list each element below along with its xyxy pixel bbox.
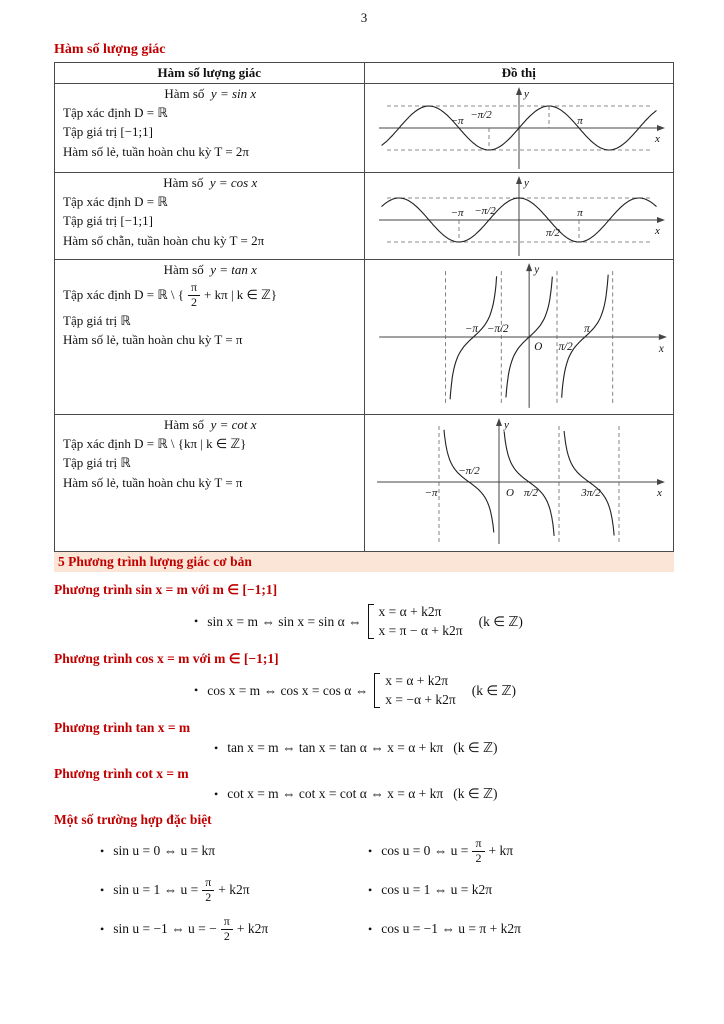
table-row-sin [55, 84, 674, 173]
k-domain-note: (k ∈ ℤ) [453, 786, 498, 801]
property-line-range: Tập giá trị ℝ [63, 312, 131, 328]
function-title-math: y = cos x [209, 175, 258, 190]
bullet-marker: • [194, 683, 199, 697]
y-axis-label: y [503, 419, 509, 431]
cases-block [374, 673, 455, 708]
special-case-sin-neg1 [100, 912, 368, 946]
special-case-cos-1 [368, 873, 674, 907]
fraction-numerator: π [202, 876, 214, 891]
function-properties-tan [55, 260, 365, 415]
axes [379, 176, 665, 256]
special-cases-heading: Một số trường hợp đặc biệt [54, 812, 212, 827]
function-title [63, 417, 358, 433]
function-properties-cos [55, 173, 365, 260]
bullet-marker: • [194, 614, 199, 628]
cotangent-graph [367, 416, 671, 550]
function-title-text: Hàm số [164, 86, 205, 101]
property-line-range: Tập giá trị ℝ [63, 455, 131, 471]
equation-body: tan x = m ⇔ tan x = tan α ⇔ x = α + kπ [227, 740, 444, 755]
cases-stack [374, 604, 463, 639]
sine-graph [367, 85, 671, 171]
table-row-cos [55, 173, 674, 260]
property-line-parity: Hàm số lẻ, tuần hoàn chu kỳ T = π [63, 474, 243, 490]
property-line-parity: Hàm số chẵn, tuần hoàn chu kỳ T = 2π [63, 232, 265, 248]
function-curve [564, 431, 614, 536]
page-number: 3 [360, 10, 368, 25]
fraction-denominator: 2 [205, 889, 212, 904]
special-case-sin-1 [100, 873, 368, 907]
table-row-cot [55, 415, 674, 552]
property-line-range: Tập giá trị [−1;1] [63, 213, 153, 229]
equation-heading-cot: Phương trình cot x = m [54, 766, 189, 781]
equation-heading-tan: Phương trình tan x = m [54, 720, 191, 735]
tick-label-neg-pi-over-2: −π/2 [486, 322, 509, 335]
tick-label-pi-over-2: π/2 [545, 227, 560, 239]
x-axis-label: x [658, 343, 664, 356]
tick-label-neg-pi: −π [424, 487, 438, 499]
equation-line-cos [194, 671, 674, 710]
x-axis-label: x [656, 487, 662, 499]
bullet-marker: • [214, 740, 219, 755]
table-header-row [55, 63, 674, 84]
function-title-math: y = cot x [210, 417, 257, 432]
function-title [63, 175, 358, 191]
case-equation-1: x = α + k2π [378, 604, 442, 619]
special-case-sin-0 [100, 834, 368, 868]
domain-text-pre: Tập xác định D = ℝ \ { [63, 287, 184, 303]
equation-body: cot x = m ⇔ cot x = cot α ⇔ x = α + kπ [227, 786, 444, 801]
equation-lhs: sin x = m ⇔ sin x = sin α ⇔ [207, 613, 362, 629]
bullet-marker: • [100, 882, 105, 897]
fraction-denominator: 2 [191, 294, 198, 309]
tick-label-neg-pi: −π [464, 322, 478, 335]
fraction-numerator: π [472, 837, 484, 852]
special-case-text: sin u = −1 ⇔ u = − [113, 921, 217, 936]
case-equation-1: x = α + k2π [385, 673, 449, 688]
tick-label-pi-over-2: π/2 [523, 487, 538, 499]
fraction-denominator: 2 [475, 850, 482, 865]
axes [379, 87, 665, 169]
table-header-function: Hàm số lượng giác [55, 63, 365, 84]
special-case-text: sin u = 0 ⇔ u = kπ [113, 843, 216, 858]
fraction-pi-over-2 [472, 837, 484, 866]
table-header-graph: Đồ thị [364, 63, 674, 84]
tick-label-neg-pi-over-2: −π/2 [474, 205, 496, 217]
k-domain-note: (k ∈ ℤ) [471, 682, 517, 698]
function-title-text: Hàm số [163, 175, 204, 190]
graph-cell-cos [364, 173, 674, 260]
y-axis-label: y [523, 88, 529, 100]
special-case-text: cos u = 0 ⇔ u = [381, 843, 469, 858]
property-line-domain: Tập xác định D = ℝ [63, 194, 168, 209]
cases-block [368, 604, 463, 639]
tick-label-pi-over-2: π/2 [558, 341, 573, 354]
fraction-numerator: π [188, 281, 200, 296]
bullet-marker: • [368, 882, 373, 897]
k-domain-note: (k ∈ ℤ) [478, 613, 523, 629]
tick-label-neg-pi-over-2: −π/2 [470, 109, 492, 121]
property-line-domain: Tập xác định D = ℝ [63, 105, 168, 120]
case-equation-2: x = −α + k2π [385, 692, 456, 707]
tick-label-pi: π [576, 207, 583, 219]
function-curve [504, 431, 554, 536]
equation-lhs: cos x = m ⇔ cos x = cos α ⇔ [207, 682, 369, 698]
tick-label-pi: π [576, 115, 583, 127]
section-title-trig-functions: Hàm số lượng giác [54, 42, 166, 57]
special-cases-grid [100, 834, 674, 946]
property-line-parity: Hàm số lẻ, tuần hoàn chu kỳ T = π [63, 331, 243, 347]
bullet-marker: • [368, 921, 373, 936]
fraction-pi-over-2 [221, 915, 233, 944]
table-row-tan [55, 260, 674, 415]
bullet-marker: • [214, 786, 219, 801]
property-line-domain [63, 281, 358, 310]
y-axis-label: y [523, 177, 529, 189]
function-title [63, 86, 358, 102]
tangent-graph [367, 261, 671, 413]
cases-stack [380, 673, 455, 708]
fraction-pi-over-2 [188, 281, 200, 310]
origin-label: O [505, 487, 514, 499]
fraction-numerator: π [221, 915, 233, 930]
special-case-text-post: + k2π [236, 921, 269, 936]
special-case-text: sin u = 1 ⇔ u = [113, 882, 199, 897]
y-axis-label: y [533, 264, 539, 277]
k-domain-note: (k ∈ ℤ) [453, 740, 498, 755]
equation-line-sin [194, 602, 674, 641]
function-curve [444, 430, 494, 533]
graph-cell-cot [364, 415, 674, 552]
function-title-text: Hàm số [163, 262, 204, 277]
special-case-cos-0 [368, 834, 674, 868]
function-title-math: y = tan x [210, 262, 257, 277]
cosine-graph [367, 174, 671, 258]
special-case-text-post: + kπ [488, 843, 514, 858]
tick-label-3pi-over-2: 3π/2 [580, 487, 601, 499]
function-title-text: Hàm số [163, 417, 205, 432]
equation-heading-sin: Phương trình sin x = m với m ∈ [−1;1] [54, 582, 278, 597]
special-case-text: cos u = −1 ⇔ u = π + k2π [381, 921, 521, 936]
domain-text-post: + kπ | k ∈ ℤ} [204, 287, 278, 303]
function-properties-cot [55, 415, 365, 552]
tick-label-neg-pi: −π [450, 207, 464, 219]
special-case-text: cos u = 1 ⇔ u = k2π [381, 882, 493, 897]
property-line-range: Tập giá trị [−1;1] [63, 124, 153, 140]
x-axis-label: x [654, 133, 660, 145]
property-line-parity: Hàm số lẻ, tuần hoàn chu kỳ T = 2π [63, 143, 249, 159]
function-curve [561, 275, 608, 398]
axes [379, 263, 667, 408]
fraction-pi-over-2 [202, 876, 214, 905]
property-line-domain: Tập xác định D = ℝ \ {kπ | k ∈ ℤ} [63, 436, 247, 451]
tick-label-pi: π [583, 322, 590, 335]
function-title [63, 262, 358, 278]
axes [377, 418, 665, 544]
bullet-marker: • [368, 843, 373, 858]
equation-heading-cos: Phương trình cos x = m với m ∈ [−1;1] [54, 651, 279, 666]
tick-label-neg-pi-over-2: −π/2 [458, 465, 480, 477]
tick-label-neg-pi: −π [450, 115, 464, 127]
bullet-marker: • [100, 843, 105, 858]
special-case-text-post: + k2π [218, 882, 250, 897]
graph-cell-sin [364, 84, 674, 173]
trig-functions-table [54, 62, 674, 552]
function-properties-sin [55, 84, 365, 173]
fraction-denominator: 2 [223, 928, 230, 943]
section-banner-basic-trig-equations: 5 Phương trình lượng giác cơ bản [54, 552, 674, 572]
equation-line-tan [214, 740, 674, 756]
equation-line-cot [214, 786, 674, 802]
special-case-cos-neg1 [368, 912, 674, 946]
case-equation-2: x = π − α + k2π [378, 623, 463, 638]
x-axis-label: x [654, 225, 660, 237]
graph-cell-tan [364, 260, 674, 415]
origin-label: O [533, 341, 543, 354]
bullet-marker: • [100, 921, 105, 936]
function-title-math: y = sin x [210, 86, 257, 101]
function-curve [450, 276, 497, 399]
